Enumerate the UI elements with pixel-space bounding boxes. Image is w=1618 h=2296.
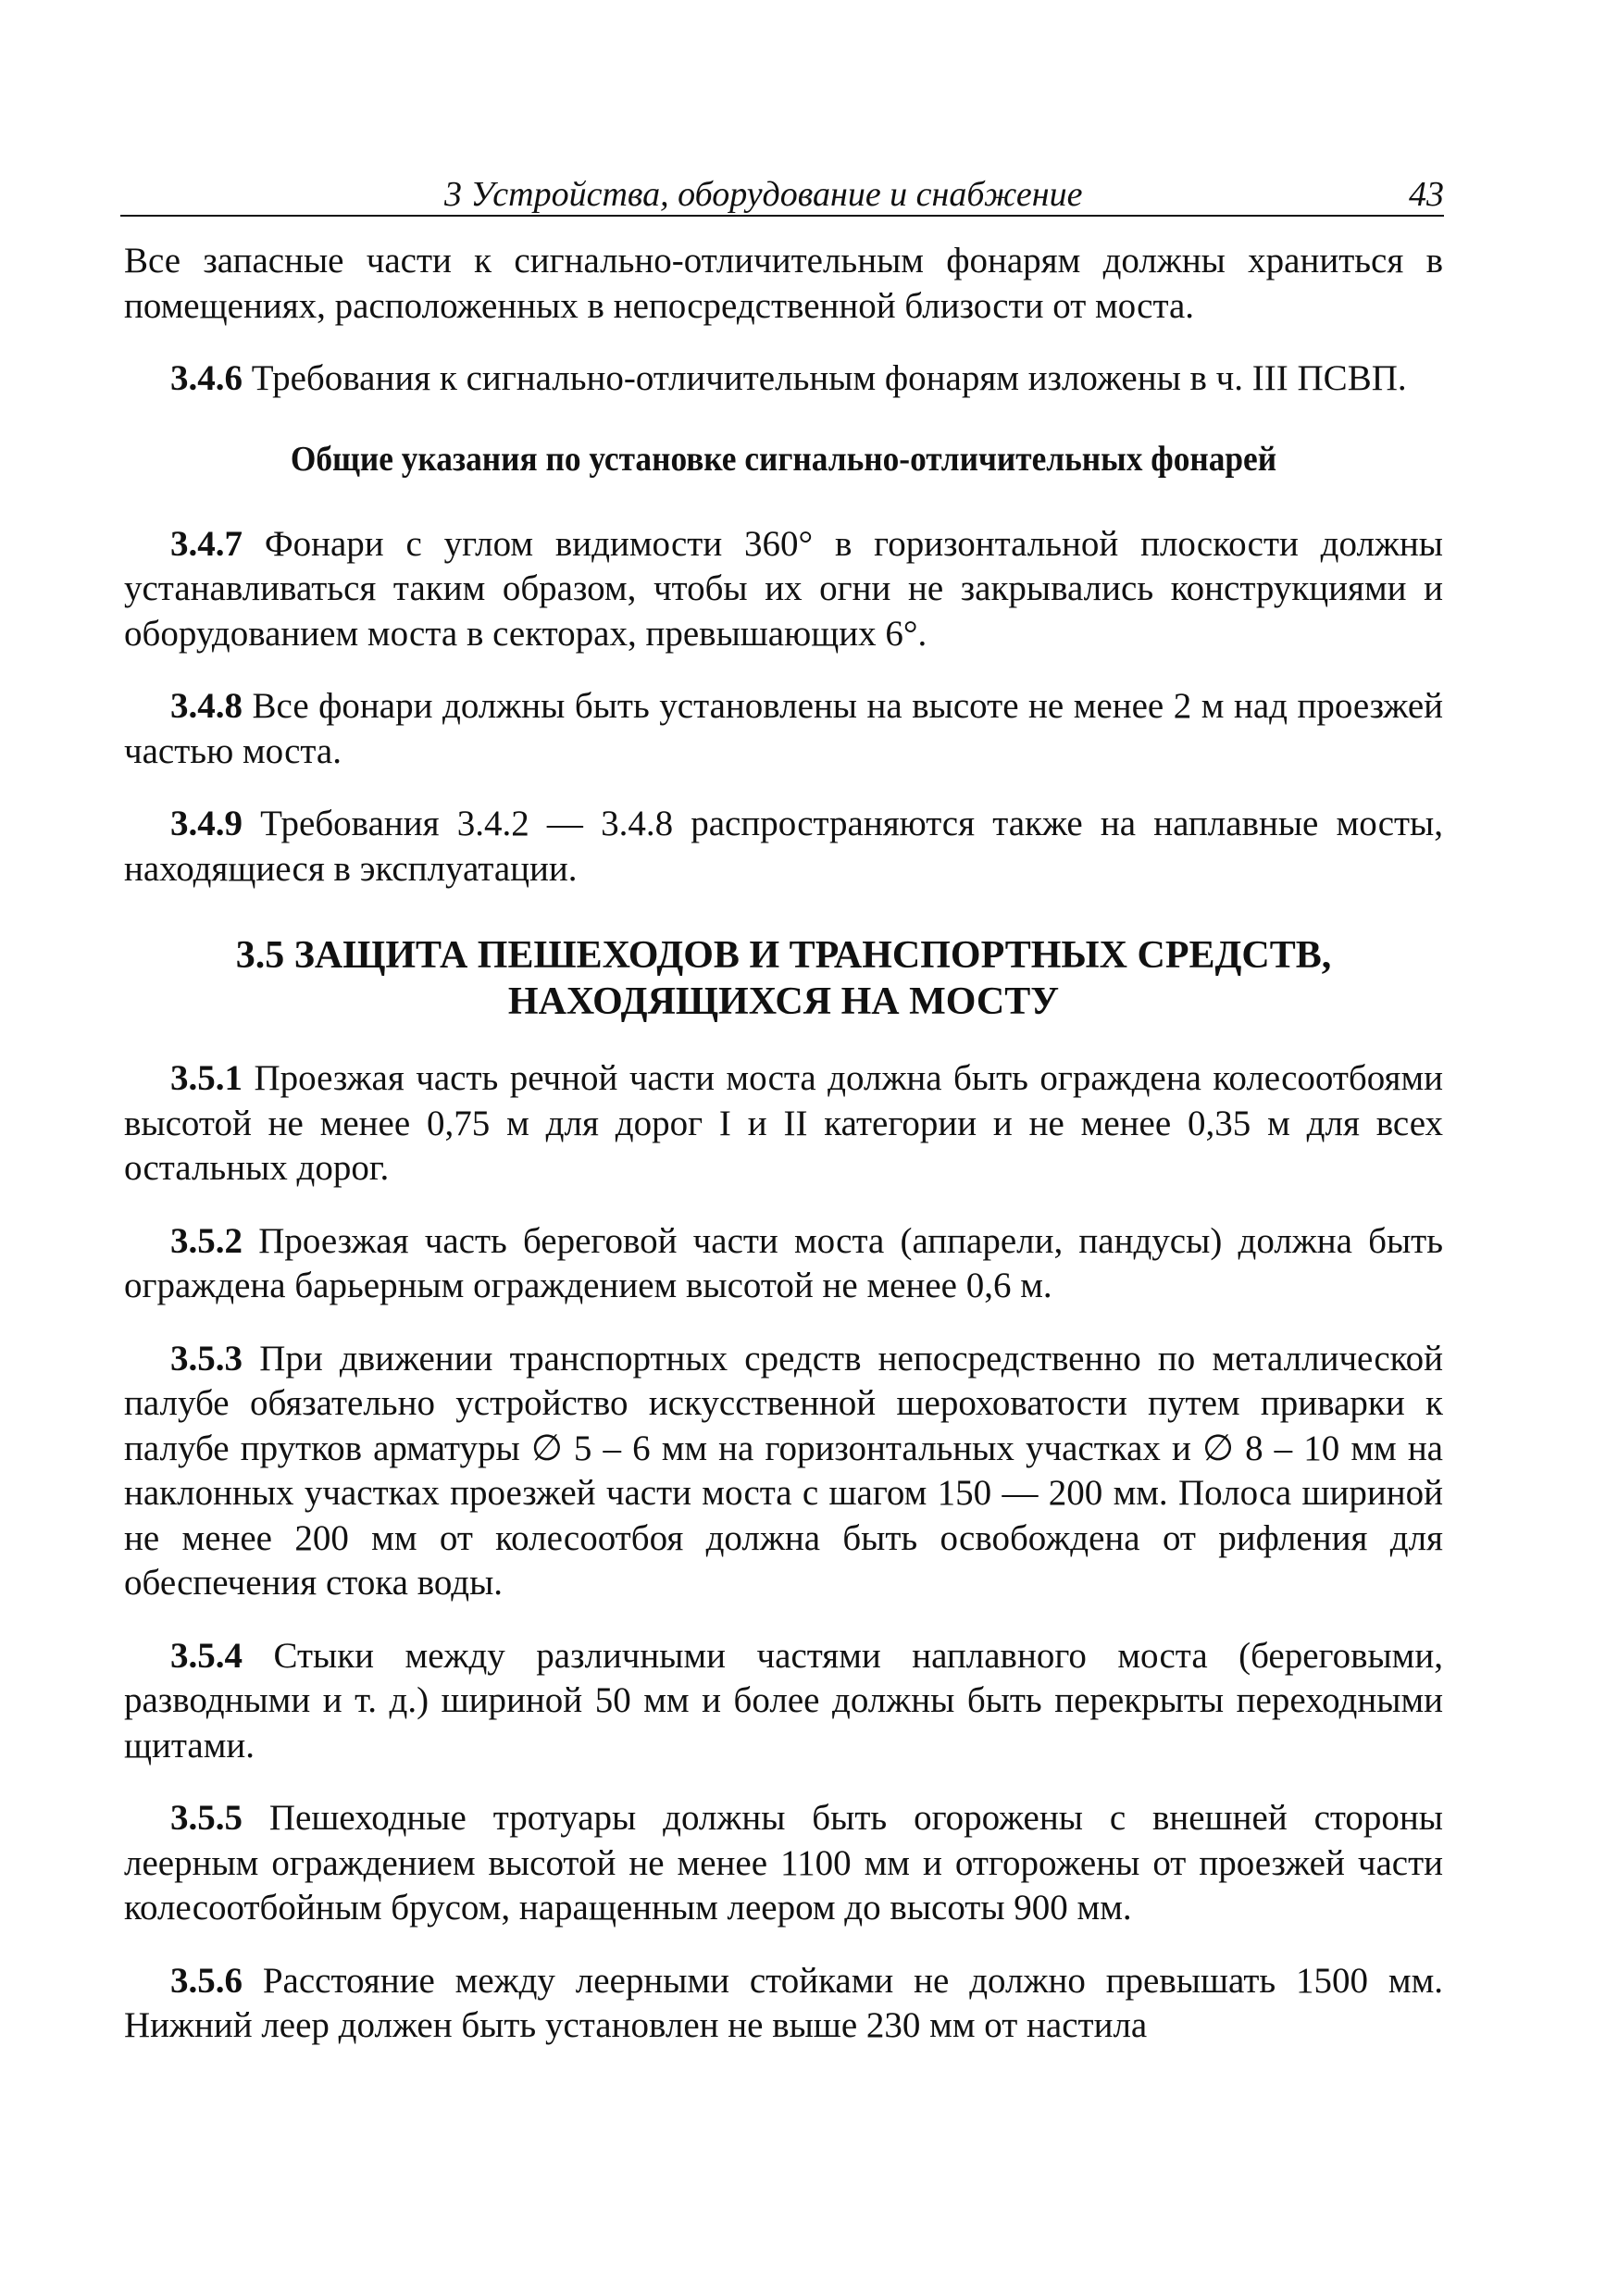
clause-number: 3.5.3: [170, 1338, 243, 1379]
paragraph-3-4-9: [124, 802, 1443, 892]
clause-number: 3.4.6: [170, 358, 243, 398]
paragraph-3-4-8: [124, 684, 1443, 774]
clause-number: 3.5.1: [170, 1058, 243, 1098]
clause-number: 3.5.5: [170, 1798, 243, 1838]
paragraph-3-5-6: [124, 1959, 1443, 2049]
paragraph-text: Все фонари должны быть установлены на высоте не менее 2 м над проезжей частью моста.: [124, 686, 1443, 771]
paragraph-spare-parts: [124, 239, 1443, 329]
paragraph-3-5-3: [124, 1337, 1443, 1606]
running-header: [120, 167, 1444, 217]
clause-number: 3.4.7: [170, 523, 243, 564]
paragraph-text: Требования к сигнально-отличительным фонарям изложены в ч. III ПСВП.: [243, 358, 1407, 398]
clause-number: 3.5.4: [170, 1635, 243, 1676]
paragraph-text: Стыки между различными частями наплавного моста (береговыми, разводными и т. д.) шириной 50 мм и более должны быть перекрыты переходными щитами.: [124, 1635, 1443, 1766]
paragraph-text: Пешеходные тротуары должны быть огорожены с внешней стороны леерным ограждением высотой не менее 1100 мм и отгорожены от проезжей части колесоотбойным брусом, наращенным леером до высоты 900 мм.: [124, 1798, 1443, 1928]
clause-number: 3.4.9: [170, 804, 243, 843]
paragraph-text: Требования 3.4.2 — 3.4.8 распространяются также на наплавные мосты, находящиеся в эксплуатации.: [124, 804, 1443, 889]
paragraph-3-4-7: [124, 522, 1443, 657]
subsection-heading: Общие указания по установке сигнально-отличительных фонарей: [290, 439, 1277, 479]
page-number: 43: [1409, 175, 1444, 214]
paragraph-text: При движении транспортных средств непосредственно по металлической палубе обязательно устройство искусственной шероховатости путем приварки к палубе прутков арматуры ∅ 5 – 6 мм на горизонтальных участках и ∅ 8 – 10 мм на наклонных участках проезжей части моста с шагом 150 — 200 мм. Полоса шириной не менее 200 мм от колесоотбоя должна быть освобождена от рифления для обеспечения стока воды.: [124, 1338, 1443, 1603]
clause-number: 3.5.6: [170, 1960, 243, 2001]
body-text: [124, 239, 1443, 2077]
clause-number: 3.5.2: [170, 1220, 243, 1261]
paragraph-3-5-4: [124, 1634, 1443, 1769]
paragraph-3-5-2: [124, 1219, 1443, 1309]
paragraph-text: Фонари с углом видимости 360° в горизонтальной плоскости должны устанавливаться таким образом, чтобы их огни не закрывались конструкциями и оборудованием моста в секторах, превышающих 6°.: [124, 523, 1443, 654]
section-heading-line-1: 3.5 ЗАЩИТА ПЕШЕХОДОВ И ТРАНСПОРТНЫХ СРЕДСТВ,: [235, 934, 1332, 977]
paragraph-3-5-5: [124, 1796, 1443, 1931]
paragraph-text: Расстояние между леерными стойками не должно превышать 1500 мм. Нижний леер должен быть установлен не выше 230 мм от настила: [124, 1960, 1443, 2045]
paragraph-3-5-1: [124, 1056, 1443, 1192]
paragraph-text: Все запасные части к сигнально-отличительным фонарям должны храниться в помещениях, расположенных в непосредственной близости от моста.: [124, 241, 1443, 326]
paragraph-text: Проезжая часть речной части моста должна быть ограждена колесоотбоями высотой не менее 0,75 м для дорог I и II категории и не менее 0,35 м для всех остальных дорог.: [124, 1058, 1443, 1188]
chapter-title: 3 Устройства, оборудование и снабжение: [444, 175, 1083, 214]
paragraph-3-4-6: [124, 356, 1443, 402]
clause-number: 3.4.8: [170, 686, 243, 726]
paragraph-text: Проезжая часть береговой части моста (аппарели, пандусы) должна быть ограждена барьерным ограждением высотой не менее 0,6 м.: [124, 1220, 1443, 1305]
section-heading-line-2: НАХОДЯЩИХСЯ НА МОСТУ: [507, 980, 1060, 1023]
section-heading: [124, 932, 1443, 1025]
